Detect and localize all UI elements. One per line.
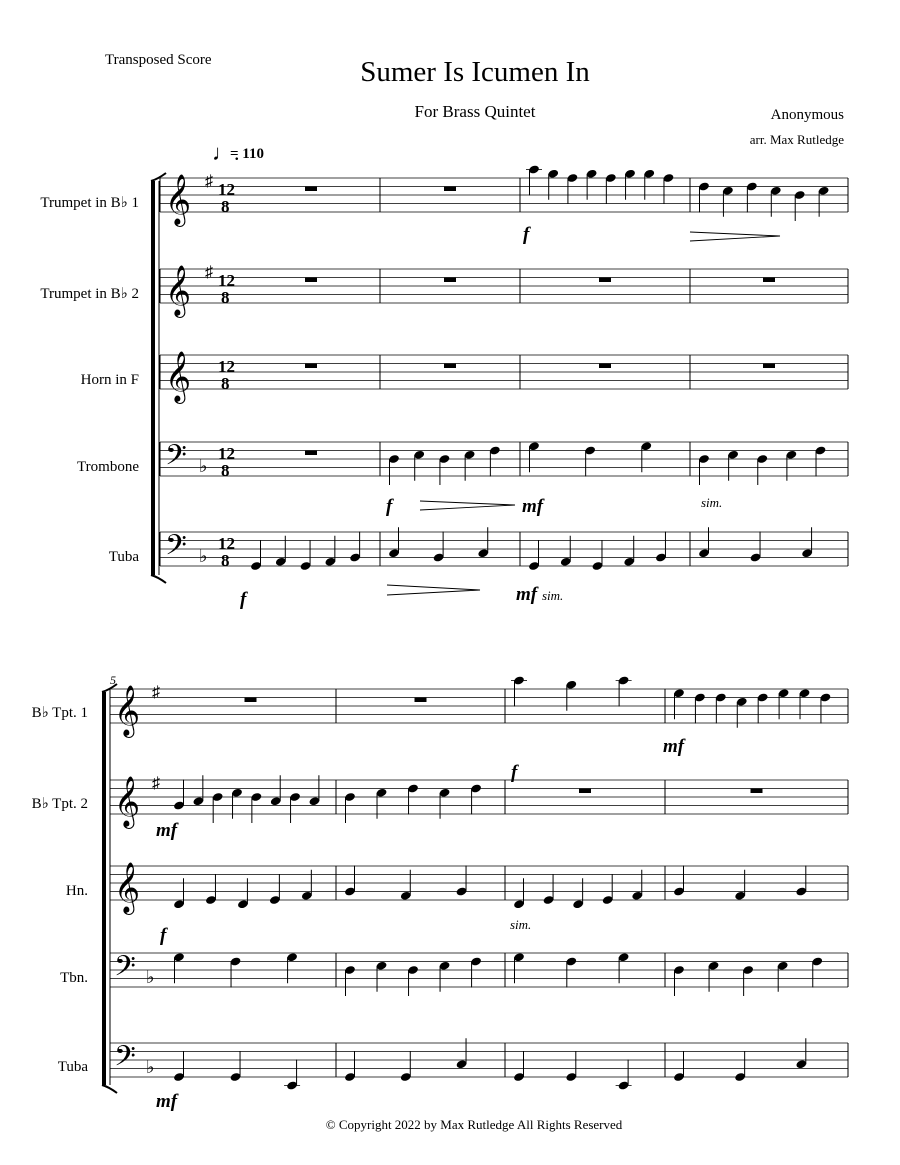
whole-rest: [305, 278, 317, 283]
whole-rest: [763, 278, 775, 283]
system-2: [32, 673, 848, 1112]
instrument-label-tpt1-short: B♭ Tpt. 1: [31, 705, 88, 721]
tempo-note-glyph: ♩.: [212, 140, 240, 165]
whole-rest: [305, 364, 317, 369]
bass-clef-icon: 𝄢: [114, 1042, 136, 1079]
key-sharp-icon: ♯: [152, 775, 160, 792]
score-title: Sumer Is Icumen In: [360, 56, 590, 88]
dynamic-tpt1-m3: f: [523, 224, 530, 245]
dynamic-hn-m5: f: [160, 925, 167, 946]
staff-4: [110, 952, 848, 996]
key-sharp-icon: ♯: [205, 264, 213, 281]
instrument-label-tpt2-short: B♭ Tpt. 2: [31, 796, 88, 812]
treble-clef-icon: 𝄞: [165, 175, 192, 224]
treble-clef-icon: 𝄞: [114, 686, 141, 735]
whole-rest: [305, 187, 317, 192]
whole-rest: [415, 698, 427, 703]
staff-4: [160, 441, 848, 485]
time-signature-bottom: 8: [221, 461, 230, 480]
diminuendo-hairpin-tuba: [387, 585, 480, 595]
whole-rest: [599, 364, 611, 369]
staff-3: [160, 352, 848, 404]
staff-3: [110, 863, 848, 915]
treble-clef-icon: 𝄞: [165, 266, 192, 315]
instrument-label-horn: Horn in F: [80, 372, 139, 388]
instrument-label-hn-short: Hn.: [65, 883, 88, 899]
system-1-staves: [160, 164, 848, 571]
dynamic-tpt1-m8: mf: [663, 736, 685, 757]
staff-5: [160, 527, 848, 571]
instrument-label-trumpet-2: Trumpet in B♭ 2: [40, 286, 139, 302]
dynamic-tpt2-m5: mf: [156, 820, 178, 841]
staff-1: [160, 164, 848, 227]
bass-clef-icon: 𝄢: [114, 952, 136, 989]
diminuendo-hairpin: [690, 232, 780, 241]
key-flat-icon: ♭: [146, 1057, 155, 1077]
score-subtitle: For Brass Quintet: [414, 102, 536, 121]
key-flat-icon: ♭: [199, 546, 208, 566]
crescendo-hairpin: [420, 501, 515, 510]
composer-credit: Anonymous: [770, 107, 844, 123]
time-signature-bottom: 8: [221, 288, 230, 307]
time-signature-top: 12: [218, 444, 235, 463]
staff-1: [110, 675, 848, 738]
treble-clef-icon: 𝄞: [165, 352, 192, 401]
system-2-staves: [110, 675, 848, 1090]
treble-clef-icon: 𝄞: [114, 777, 141, 826]
dynamic-tpt1-m7: f: [511, 762, 518, 783]
dynamic-tuba-m3: mf: [516, 584, 538, 605]
whole-rest: [444, 278, 456, 283]
tempo-marking: [212, 140, 264, 165]
whole-rest: [599, 278, 611, 283]
sim-tbn-m4: sim.: [701, 495, 723, 510]
time-signature-top: 12: [218, 357, 235, 376]
key-flat-icon: ♭: [146, 967, 155, 987]
dynamic-tuba-m1: f: [240, 589, 247, 610]
whole-rest: [305, 451, 317, 456]
whole-rest: [444, 364, 456, 369]
system-1-bracket: [151, 173, 166, 583]
whole-rest: [751, 789, 763, 794]
whole-rest: [245, 698, 257, 703]
dynamic-tuba-m5: mf: [156, 1091, 178, 1112]
sim-hn-m7: sim.: [510, 917, 532, 932]
staff-2: [110, 775, 848, 829]
system-1: [40, 164, 848, 610]
instrument-label-trumpet-1: Trumpet in B♭ 1: [40, 195, 139, 211]
instrument-label-trombone: Trombone: [77, 459, 139, 475]
transposed-score-label: Transposed Score: [105, 52, 212, 68]
time-signature-top: 12: [218, 271, 235, 290]
staff-5: [110, 1038, 848, 1090]
bass-clef-icon: 𝄢: [165, 531, 187, 568]
treble-clef-icon: 𝄞: [114, 863, 141, 912]
time-signature-bottom: 8: [221, 551, 230, 570]
time-signature-top: 12: [218, 534, 235, 553]
whole-rest: [763, 364, 775, 369]
tempo-text: = 110: [230, 146, 264, 162]
dynamic-tbn-m3: mf: [522, 496, 544, 517]
time-signature-top: 12: [218, 180, 235, 199]
key-sharp-icon: ♯: [205, 173, 213, 190]
dynamic-tbn-m2: f: [386, 496, 393, 517]
staff-2: [160, 264, 848, 318]
arranger-credit: arr. Max Rutledge: [749, 132, 844, 147]
time-signature-bottom: 8: [221, 374, 230, 393]
instrument-label-tuba-short: Tuba: [57, 1059, 88, 1075]
key-flat-icon: ♭: [199, 456, 208, 476]
instrument-label-tbn-short: Tbn.: [60, 970, 88, 986]
time-signature-bottom: 8: [221, 197, 230, 216]
copyright-notice: © Copyright 2022 by Max Rutledge All Rights Reserved: [325, 1117, 623, 1132]
key-sharp-icon: ♯: [152, 684, 160, 701]
whole-rest: [444, 187, 456, 192]
measure-number-5: 5: [110, 673, 116, 687]
bass-clef-icon: 𝄢: [165, 441, 187, 478]
whole-rest: [579, 789, 591, 794]
instrument-label-tuba: Tuba: [108, 549, 139, 565]
sim-tuba-m3: sim.: [542, 588, 564, 603]
